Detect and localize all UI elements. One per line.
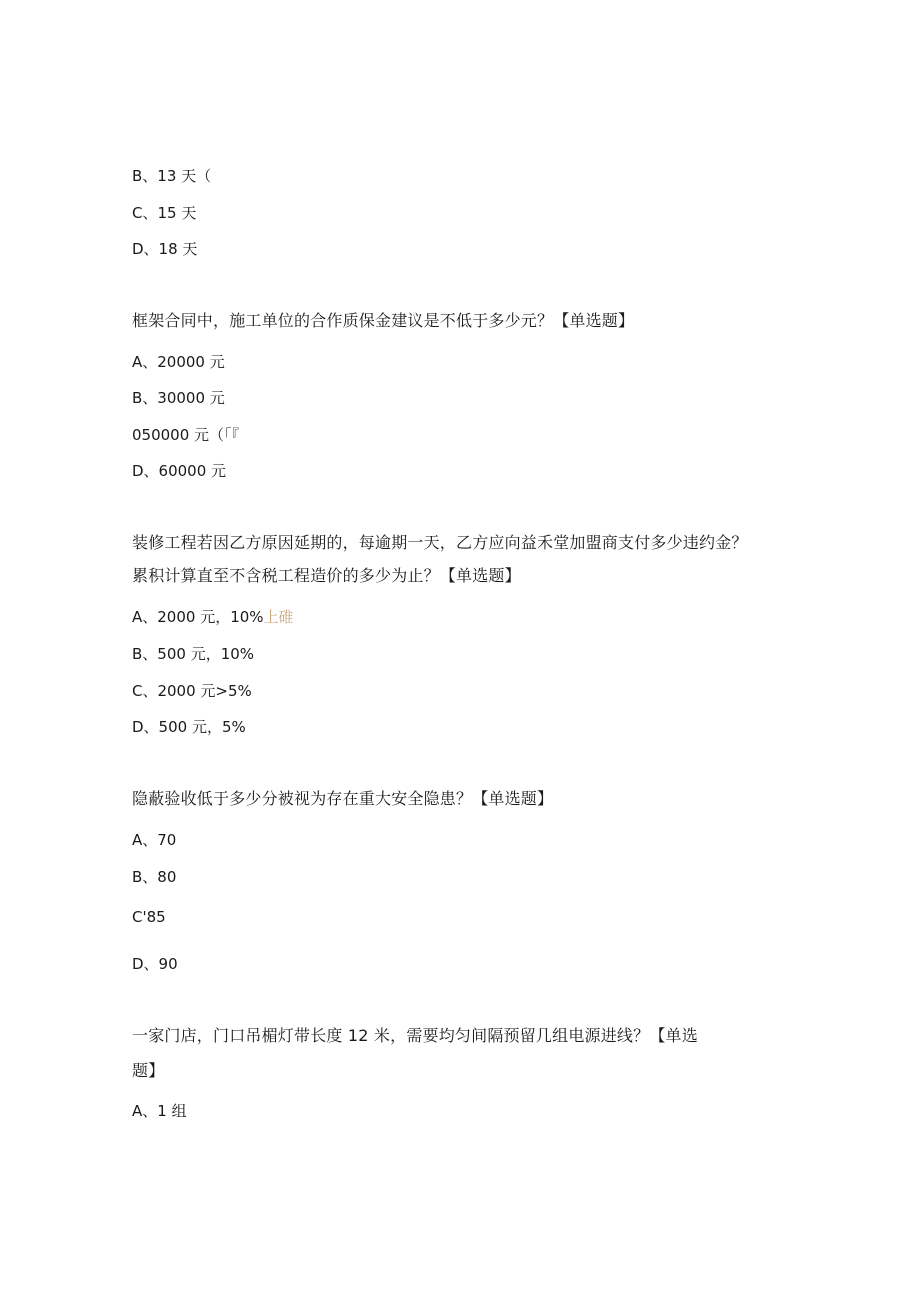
option-c: C、2000 元>5% [132,682,252,700]
option-b: B、13 天（ [132,167,212,185]
question-stem-line-2: 题】 [132,1061,165,1080]
question-stem-line-1: 一家门店，门口吊楣灯带长度 12 米，需要均匀间隔预留几组电源进线？【单选 [132,1026,698,1045]
option-a-text: A、2000 元，10% [132,608,264,626]
option-a: A、20000 元 [132,353,225,371]
question-stem-line-2: 累积计算直至不含税工程造价的多少为止？【单选题】 [132,566,521,585]
option-d: D、500 元，5% [132,718,246,736]
option-a [132,607,294,627]
option-c: 050000 元（「『 [132,426,240,444]
option-c: C'85 [132,908,166,926]
option-b: B、80 [132,868,177,886]
option-d: D、60000 元 [132,462,227,480]
stamp-overlay-text: 上碓 [263,608,294,626]
option-d: D、90 [132,955,178,973]
option-a: A、1 组 [132,1102,187,1120]
question-stem: 框架合同中，施工单位的合作质保金建议是不低于多少元？【单选题】 [132,311,635,330]
option-b: B、30000 元 [132,389,225,407]
question-stem-line-1: 装修工程若因乙方原因延期的，每逾期一天，乙方应向益禾堂加盟商支付多少违约金？ [132,533,748,552]
question-stem: 隐蔽验收低于多少分被视为存在重大安全隐患？【单选题】 [132,789,554,808]
option-c: C、15 天 [132,204,197,222]
option-a: A、70 [132,831,177,849]
option-b: B、500 元，10% [132,645,255,663]
option-d: D、18 天 [132,240,198,258]
